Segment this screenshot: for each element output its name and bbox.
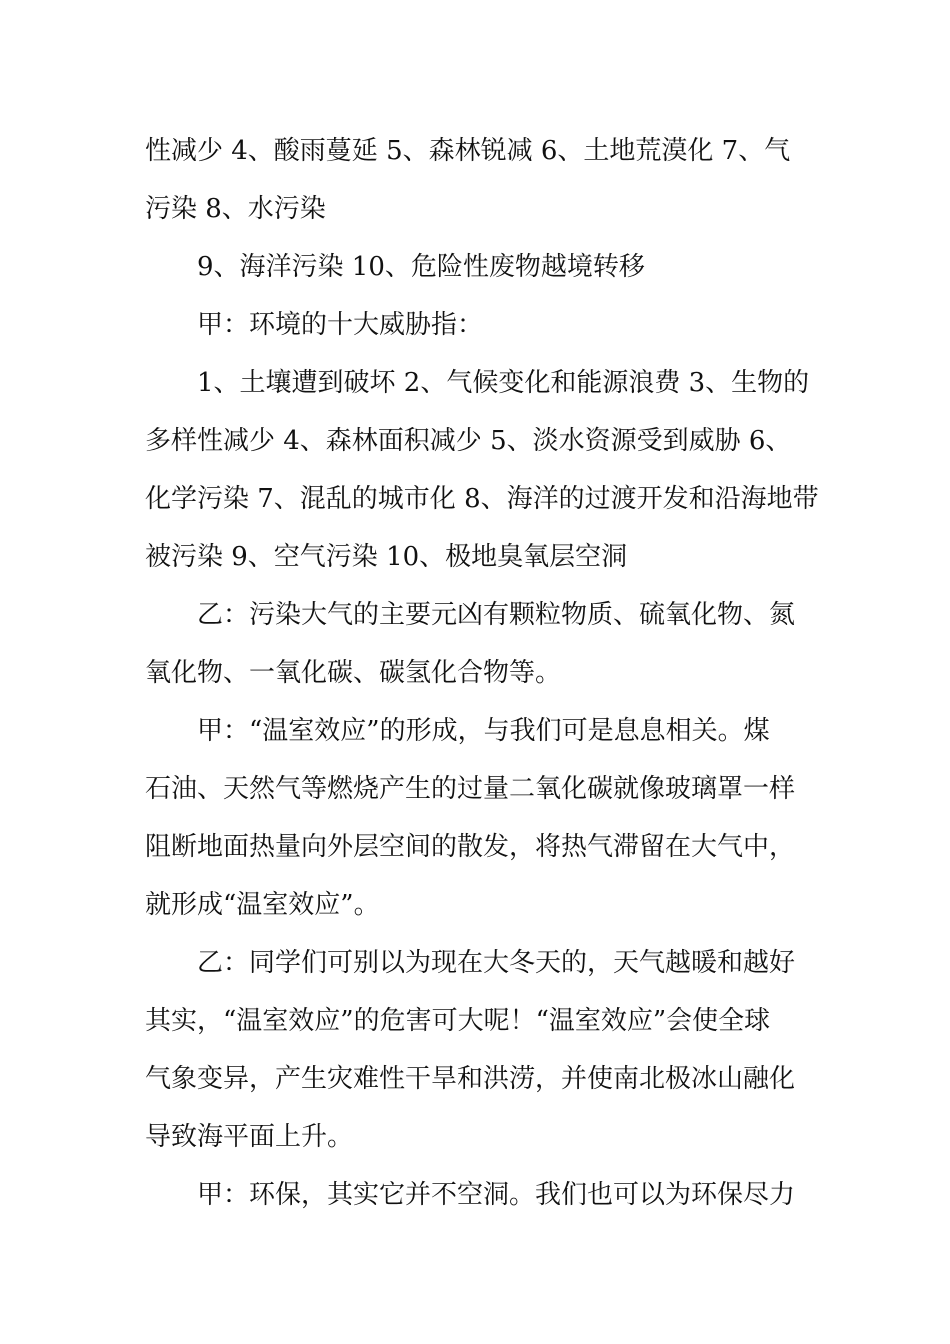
paragraph-start-line: 甲：环保，其实它并不空洞。我们也可以为环保尽力: [197, 1180, 796, 1210]
paragraph-start-line: 甲：“温室效应”的形成，与我们可是息息相关。煤: [197, 716, 770, 746]
text-line: 气象变异，产生灾难性干旱和洪涝，并使南北极冰山融化: [145, 1064, 796, 1094]
text-line: 化学污染 7、混乱的城市化 8、海洋的过渡开发和沿海地带: [145, 484, 819, 514]
text-line: 其实，“温室效应”的危害可大呢！“温室效应”会使全球: [145, 1006, 771, 1036]
text-line: 导致海平面上升。: [145, 1122, 354, 1152]
text-line: 性减少 4、酸雨蔓延 5、森林锐减 6、土地荒漠化 7、气: [145, 136, 791, 166]
text-line: 石油、天然气等燃烧产生的过量二氧化碳就像玻璃罩一样: [145, 774, 796, 804]
paragraph-start-line: 乙：污染大气的主要元凶有颗粒物质、硫氧化物、氮: [197, 600, 796, 630]
text-line: 阻断地面热量向外层空间的散发，将热气滞留在大气中，: [145, 832, 796, 862]
paragraph-start-line: 9、海洋污染 10、危险性废物越境转移: [197, 252, 645, 282]
paragraph-start-line: 乙：同学们可别以为现在大冬天的，天气越暖和越好: [197, 948, 796, 978]
text-line: 被污染 9、空气污染 10、极地臭氧层空洞: [145, 542, 628, 572]
text-line: 多样性减少 4、森林面积减少 5、淡水资源受到威胁 6、: [145, 426, 792, 456]
paragraph-start-line: 1、土壤遭到破坏 2、气候变化和能源浪费 3、生物的: [197, 368, 810, 398]
text-line: 氧化物、一氧化碳、碳氢化合物等。: [145, 658, 562, 688]
paragraph-start-line: 甲：环境的十大威胁指：: [197, 310, 484, 340]
text-line: 就形成“温室效应”。: [145, 890, 380, 920]
text-line: 污染 8、水污染: [145, 194, 326, 224]
